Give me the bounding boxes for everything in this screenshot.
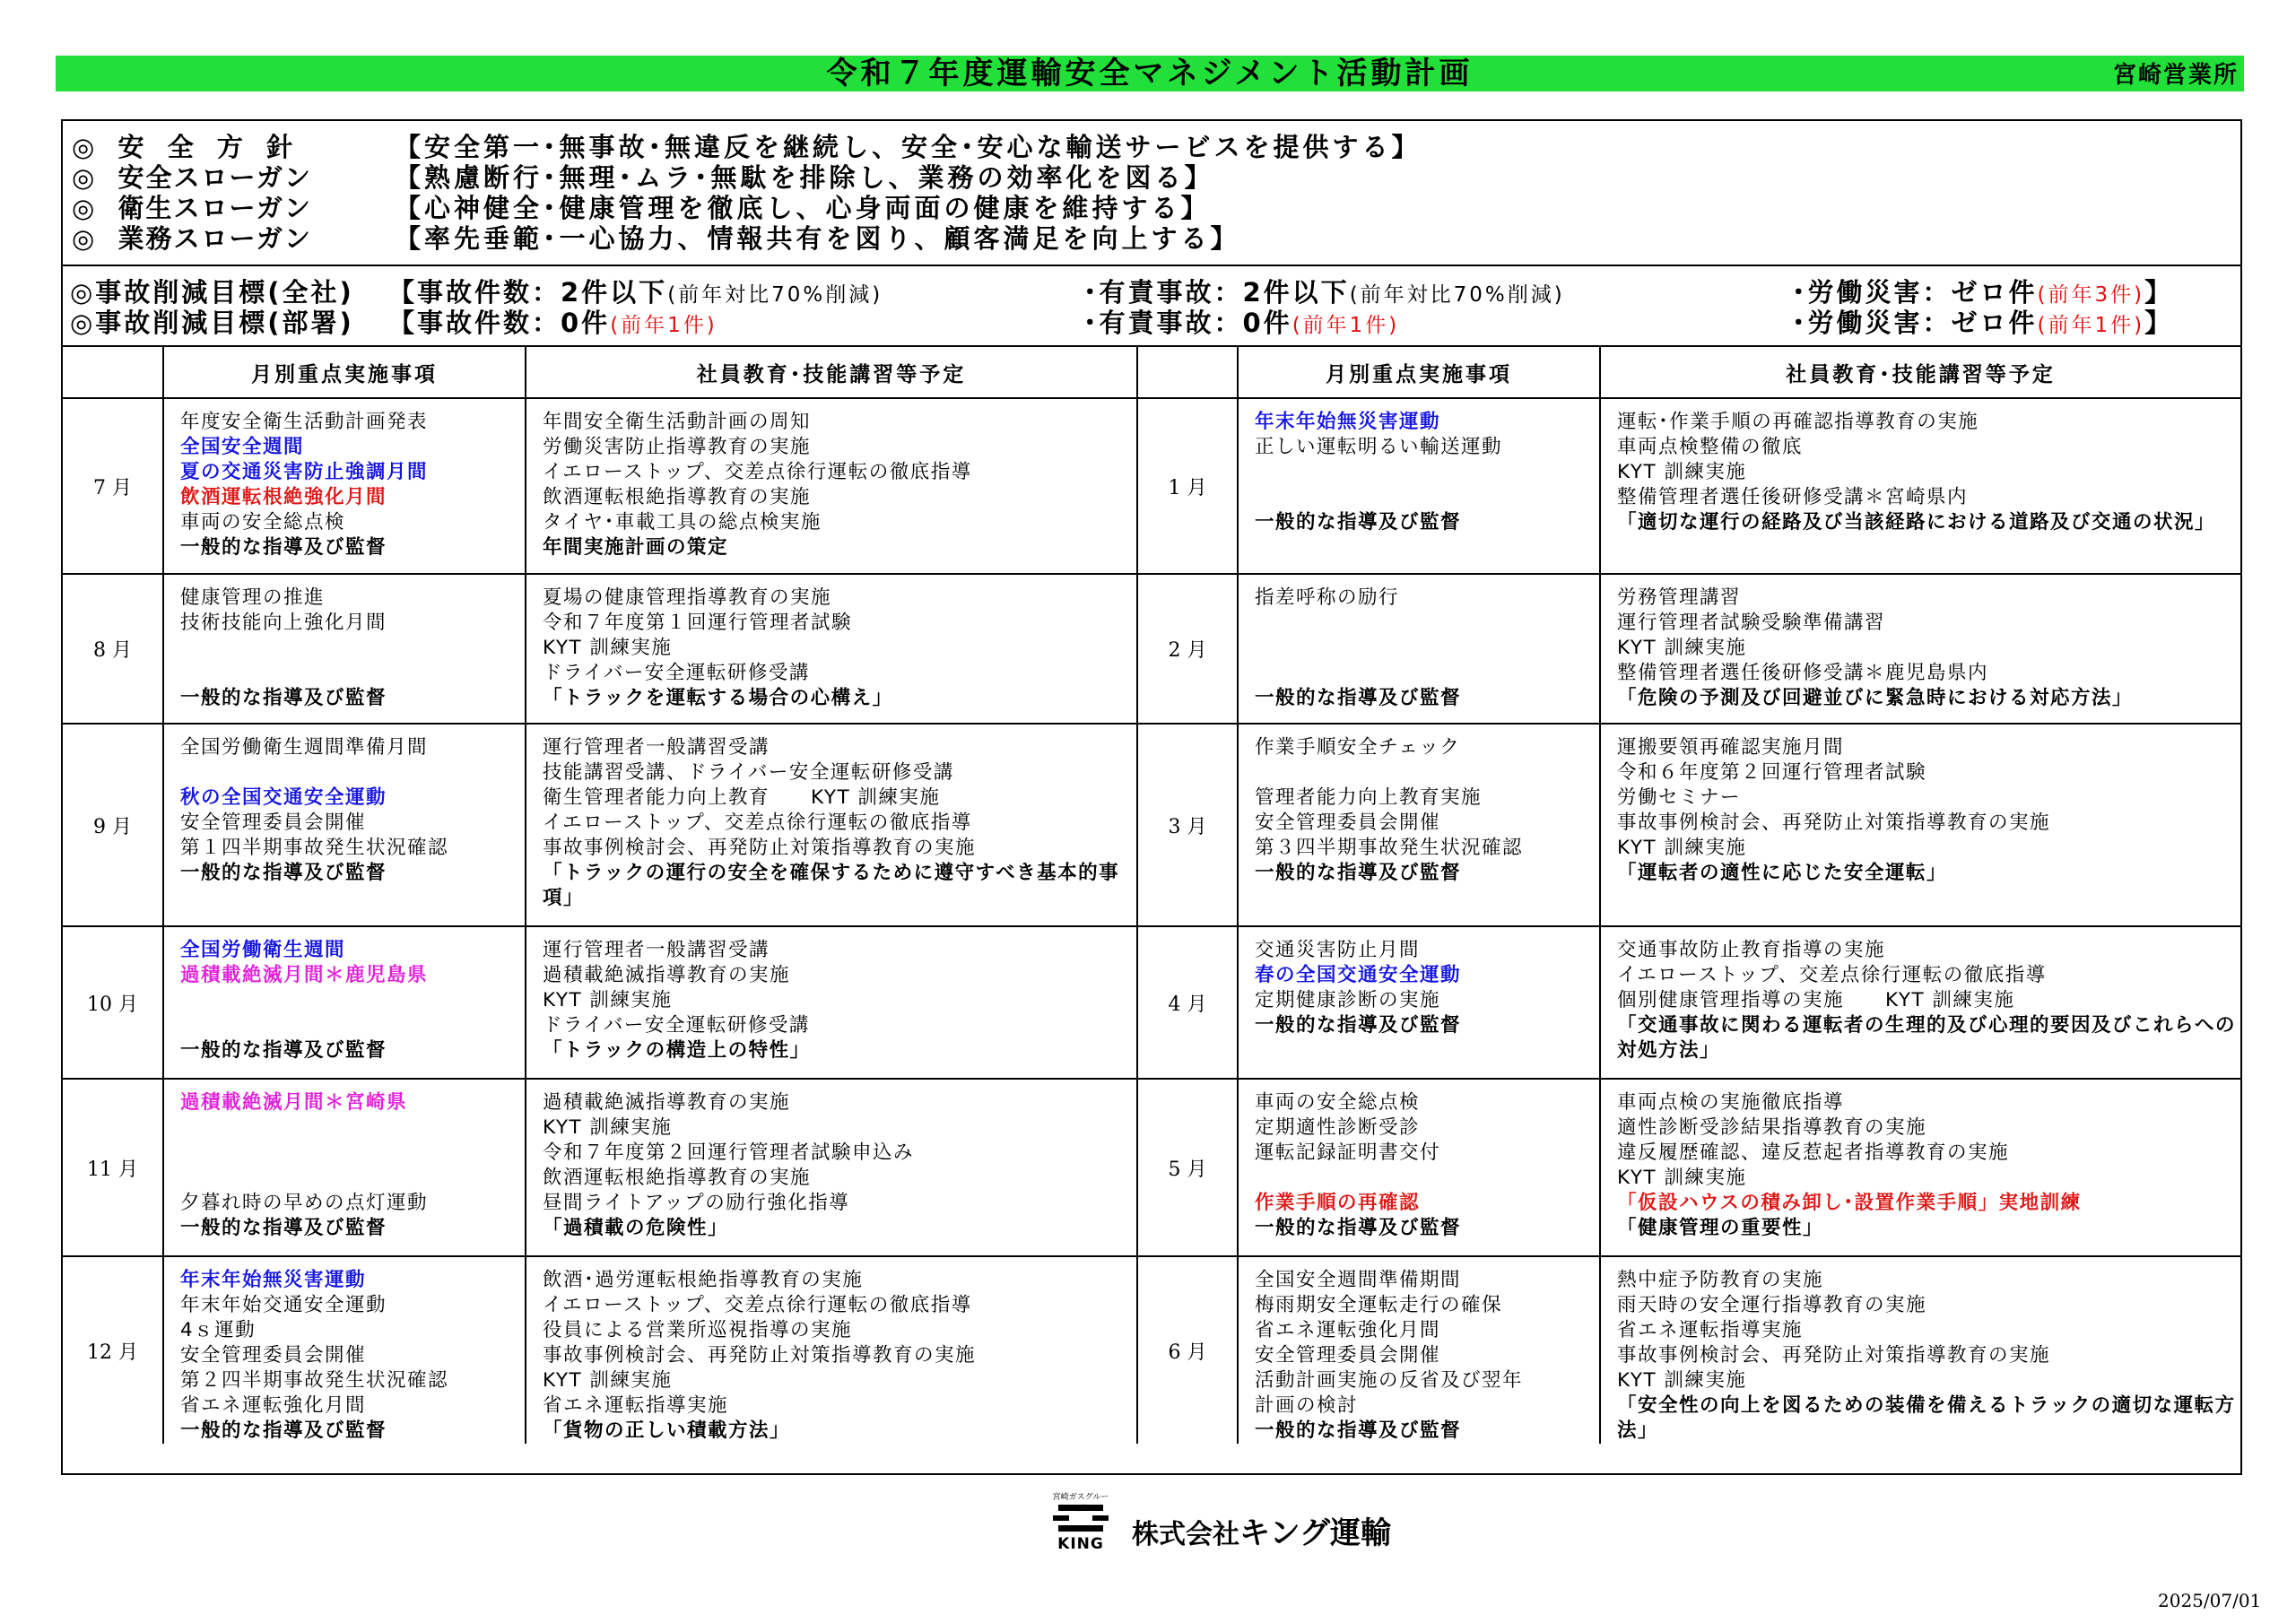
education-item: 「安全性の向上を図るための装備を備えるトラックの適切な運転方法」 — [1617, 1394, 2236, 1442]
education-item: 「健康管理の重要性」 — [1617, 1217, 1824, 1239]
focus-item: 車両の安全総点検 — [1255, 1091, 1421, 1114]
policy-row — [72, 162, 2240, 193]
table-row — [63, 398, 2240, 574]
focus-item: 梅雨期安全運転走行の確保 — [1255, 1294, 1503, 1316]
focus-item: 飲酒運転根絶強化月間 — [180, 486, 387, 508]
education-item: KYT 訓練実施 — [1617, 637, 1747, 659]
focus-item: 全国労働衛生週間準備月間 — [180, 736, 429, 759]
focus-item: 全国安全週間準備期間 — [1255, 1269, 1462, 1291]
policy-label: ◎ 業務スローガン — [72, 223, 312, 254]
education-cell — [526, 1256, 1137, 1444]
education-item: 適性診断受診結果指導教育の実施 — [1617, 1116, 1927, 1139]
focus-item: 管理者能力向上教育実施 — [1255, 786, 1483, 809]
focus-item: 過積載絶滅月間＊宮崎県 — [180, 1091, 408, 1114]
education-cell — [1600, 574, 2240, 724]
company-prefix: 株式会社 — [1132, 1519, 1239, 1550]
education-cell — [1600, 926, 2240, 1079]
focus-item: 正しい運転明るい輸送運動 — [1255, 436, 1503, 458]
header-focus-left: 月別重点実施事項 — [163, 347, 526, 398]
education-item: 労務管理講習 — [1617, 586, 1742, 609]
focus-item: 定期適性診断受診 — [1255, 1116, 1421, 1139]
education-item: 過積載絶滅指導教育の実施 — [543, 1091, 791, 1114]
education-item: KYT 訓練実施 — [1617, 837, 1747, 859]
education-item: KYT 訓練実施 — [543, 1116, 673, 1139]
education-item: 整備管理者選任後研修受講＊宮崎県内 — [1617, 486, 1969, 508]
education-cell — [526, 574, 1137, 724]
focus-cell — [163, 1256, 526, 1444]
goal-labor — [1792, 277, 2173, 310]
education-item: 省エネ運転指導実施 — [543, 1394, 729, 1417]
table-header-row — [63, 347, 2240, 398]
policy-text: 【安全第一･無事故･無違反を継続し、安全･安心な輸送サービスを提供する】 — [395, 132, 1422, 162]
education-item: イエローストップ、交差点徐行運転の徹底指導 — [543, 1294, 972, 1316]
table-row — [63, 724, 2240, 926]
focus-cell — [163, 1079, 526, 1256]
focus-item: 一般的な指導及び監督 — [1255, 862, 1462, 884]
focus-item: 作業手順安全チェック — [1255, 736, 1461, 759]
education-item: 事故事例検討会、再発防止対策指導教育の実施 — [543, 1344, 977, 1367]
policy-row — [72, 193, 2240, 223]
education-cell — [526, 926, 1137, 1079]
goal-labor-text: ･労働災害：ゼロ件 — [1792, 277, 2038, 308]
education-item: KYT 訓練実施 — [1617, 461, 1747, 483]
goal-labor-prev: (前年3件) — [2037, 283, 2145, 307]
focus-item — [1255, 636, 1596, 661]
focus-item — [180, 1166, 521, 1191]
month-cell: 10 月 — [63, 926, 163, 1079]
table-row — [63, 1079, 2240, 1256]
education-item: 年間安全衛生活動計画の周知 — [543, 411, 812, 433]
focus-item: 夕暮れ時の早めの点灯運動 — [180, 1192, 429, 1214]
education-cell — [526, 1079, 1137, 1256]
month-cell: 12 月 — [63, 1256, 163, 1444]
education-cell — [1600, 724, 2240, 926]
education-item: 技能講習受講、ドライバー安全運転研修受講 — [543, 761, 954, 784]
education-item: 個別健康管理指導の実施 KYT 訓練実施 — [1617, 989, 2015, 1011]
education-cell — [1600, 398, 2240, 574]
focus-item: 第２四半期事故発生状況確認 — [180, 1369, 449, 1392]
education-item: 衛生管理者能力向上教育 KYT 訓練実施 — [543, 786, 941, 809]
goal-labor-prev: (前年1件) — [2037, 314, 2145, 337]
education-item: 「交通事故に関わる運転者の生理的及び心理的要因及びこれらへの対処方法」 — [1617, 1014, 2237, 1062]
goal-row-company — [70, 277, 2240, 308]
month-cell: 7 月 — [63, 398, 163, 574]
policy-text: 【心神健全･健康管理を徹底し、心身両面の健康を維持する】 — [395, 193, 1211, 223]
policy-label: ◎ 安 全 方 針 — [72, 132, 295, 162]
focus-item: 安全管理委員会開催 — [180, 812, 367, 834]
header-edu-right: 社員教育･技能講習等予定 — [1600, 347, 2240, 398]
education-item: 年間実施計画の策定 — [543, 536, 729, 559]
education-item: 運行管理者一般講習受講 — [543, 736, 770, 759]
education-cell — [526, 724, 1137, 926]
education-item: KYT 訓練実施 — [1617, 1167, 1747, 1189]
focus-item: 技術技能向上強化月間 — [180, 612, 387, 634]
month-cell: 11 月 — [63, 1079, 163, 1256]
education-item: 令和７年度第２回運行管理者試験申込み — [543, 1141, 915, 1164]
education-item: 令和７年度第１回運行管理者試験 — [543, 612, 853, 634]
focus-cell — [163, 574, 526, 724]
education-item: 交通事故防止教育指導の実施 — [1617, 939, 1886, 961]
focus-item: 一般的な指導及び監督 — [180, 862, 387, 884]
education-item: 「仮設ハウスの積み卸し･設置作業手順」実地訓練 — [1617, 1192, 2082, 1214]
goal-liable-prev: (前年1件) — [1292, 314, 1400, 337]
education-item: 「トラックの運行の安全を確保するために遵守すべき基本的事項」 — [543, 862, 1120, 909]
month-cell: 1 月 — [1137, 398, 1238, 574]
focus-item: 年末年始無災害運動 — [180, 1269, 367, 1291]
table-row — [63, 1256, 2240, 1444]
goal-close: 】 — [2144, 277, 2174, 308]
education-item: 役員による営業所巡視指導の実施 — [543, 1319, 853, 1341]
focus-item: 一般的な指導及び監督 — [1255, 1217, 1462, 1239]
education-item: 労働セミナー — [1617, 786, 1742, 809]
education-item: 「過積載の危険性」 — [543, 1217, 729, 1239]
office-name: 宮崎営業所 — [2112, 62, 2239, 89]
goal-labor-text: ･労働災害：ゼロ件 — [1792, 308, 2038, 338]
issue-date: 2025/07/01 — [2158, 1590, 2262, 1611]
focus-item: 4ｓ運動 — [180, 1319, 257, 1341]
focus-item: 一般的な指導及び監督 — [180, 1217, 387, 1239]
goal-label: ◎事故削減目標(部署) — [70, 308, 354, 338]
goal-accidents — [388, 308, 718, 341]
focus-item: 一般的な指導及び監督 — [1255, 687, 1462, 709]
policy-text: 【熟慮断行･無理･ムラ･無駄を排除し、業務の効率化を図る】 — [395, 162, 1214, 193]
header-focus-right: 月別重点実施事項 — [1238, 347, 1600, 398]
policy-label: ◎ 衛生スローガン — [72, 193, 312, 223]
education-item: 「貨物の正しい積載方法」 — [543, 1419, 791, 1442]
logo-group-text: 宮崎ガスグループ — [1052, 1493, 1109, 1514]
education-item: 違反履歴確認、違反惹起者指導教育の実施 — [1617, 1141, 2010, 1164]
focus-item — [180, 661, 521, 686]
goal-accidents-text: 【事故件数：2件以下 — [388, 277, 668, 308]
policy-row — [72, 132, 2240, 162]
focus-item: 一般的な指導及び監督 — [180, 687, 387, 709]
goal-liable-text: ･有責事故：0件 — [1083, 308, 1292, 338]
goal-labor — [1792, 308, 2173, 341]
education-item: ドライバー安全運転研修受講 — [543, 1014, 810, 1037]
education-item: イエローストップ、交差点徐行運転の徹底指導 — [543, 812, 972, 834]
month-cell: 8 月 — [63, 574, 163, 724]
header-month-right — [1137, 347, 1238, 398]
education-item: イエローストップ、交差点徐行運転の徹底指導 — [543, 461, 972, 483]
company-main-name: キング運輸 — [1239, 1515, 1391, 1551]
education-item: 労働災害防止指導教育の実施 — [543, 436, 812, 458]
month-cell: 2 月 — [1137, 574, 1238, 724]
goal-liable-note: (前年対比70%削減) — [1349, 283, 1565, 307]
education-item: KYT 訓練実施 — [543, 637, 673, 659]
focus-cell — [1238, 926, 1600, 1079]
focus-item: 一般的な指導及び監督 — [180, 536, 387, 559]
month-cell: 4 月 — [1137, 926, 1238, 1079]
focus-item — [180, 1013, 521, 1038]
education-cell — [1600, 1079, 2240, 1256]
logo-mark-text: KING — [1057, 1535, 1104, 1553]
education-item: 「トラックを運転する場合の心構え」 — [543, 687, 893, 709]
title-bar — [56, 56, 2244, 91]
focus-item: 第３四半期事故発生状況確認 — [1255, 837, 1524, 859]
education-cell — [526, 398, 1137, 574]
focus-cell — [1238, 1079, 1600, 1256]
education-item: 省エネ運転指導実施 — [1617, 1319, 1804, 1341]
focus-item: 年末年始無災害運動 — [1255, 411, 1441, 433]
focus-item — [180, 760, 521, 785]
education-item: 車両点検整備の徹底 — [1617, 436, 1804, 458]
schedule-body — [63, 398, 2240, 1444]
education-cell — [1600, 1256, 2240, 1444]
goal-accidents-note: (前年対比70%削減) — [667, 283, 883, 307]
education-item: 車両点検の実施徹底指導 — [1617, 1091, 1845, 1114]
goal-accidents-prev: (前年1件) — [610, 314, 718, 337]
education-item: 運行管理者試験受験準備講習 — [1617, 612, 1886, 634]
education-item: 飲酒･過労運転根絶指導教育の実施 — [543, 1269, 864, 1291]
focus-cell — [1238, 1256, 1600, 1444]
focus-item: 全国安全週間 — [180, 436, 305, 458]
header-month-left — [63, 347, 163, 398]
focus-item: 健康管理の推進 — [180, 586, 326, 609]
focus-item — [1255, 1166, 1596, 1191]
month-cell: 9 月 — [63, 724, 163, 926]
education-item: 夏場の健康管理指導教育の実施 — [543, 586, 832, 609]
focus-item: 作業手順の再確認 — [1255, 1192, 1421, 1214]
focus-item: 指差呼称の励行 — [1255, 586, 1400, 609]
goal-liable — [1083, 308, 1399, 341]
focus-item: 秋の全国交通安全運動 — [180, 786, 387, 809]
focus-item: 安全管理委員会開催 — [180, 1344, 367, 1367]
education-item: 熱中症予防教育の実施 — [1617, 1269, 1824, 1291]
company-name — [1132, 1508, 1391, 1552]
education-item: 雨天時の安全運行指導教育の実施 — [1617, 1294, 1927, 1316]
goal-label: ◎事故削減目標(全社) — [70, 277, 354, 308]
month-cell: 3 月 — [1137, 724, 1238, 926]
focus-item: 運転記録証明書交付 — [1255, 1141, 1441, 1164]
focus-item: 活動計画実施の反省及び翌年 — [1255, 1369, 1524, 1392]
month-cell: 5 月 — [1137, 1079, 1238, 1256]
education-item: 令和６年度第２回運行管理者試験 — [1617, 761, 1927, 784]
company-logo — [1049, 1490, 1391, 1555]
focus-item — [1255, 611, 1596, 636]
header-edu-left: 社員教育･技能講習等予定 — [526, 347, 1137, 398]
focus-cell — [163, 926, 526, 1079]
focus-item — [1255, 661, 1596, 686]
education-item: 「トラックの構造上の特性」 — [543, 1039, 811, 1062]
focus-cell — [1238, 724, 1600, 926]
focus-item — [1255, 485, 1596, 510]
focus-item: 過積載絶滅月間＊鹿児島県 — [180, 964, 429, 986]
focus-item — [1255, 760, 1596, 785]
focus-cell — [1238, 574, 1600, 724]
focus-item: 交通災害防止月間 — [1255, 939, 1421, 961]
focus-item: 一般的な指導及び監督 — [1255, 1419, 1462, 1442]
focus-cell — [163, 398, 526, 574]
education-item: ドライバー安全運転研修受講 — [543, 662, 810, 684]
education-item: 事故事例検討会、再発防止対策指導教育の実施 — [1617, 812, 2051, 834]
focus-item: 年度安全衛生活動計画発表 — [180, 411, 429, 433]
education-item: 整備管理者選任後研修受講＊鹿児島県内 — [1617, 662, 1989, 684]
policy-row — [72, 223, 2240, 254]
goal-accidents — [388, 277, 883, 310]
education-item: 「適切な運行の経路及び当該経路における道路及び交通の状況」 — [1617, 511, 2216, 534]
focus-item — [1255, 460, 1596, 485]
focus-item — [180, 636, 521, 661]
education-item: 「運転者の適性に応じた安全運転」 — [1617, 862, 1948, 884]
goal-liable-text: ･有責事故：2件以下 — [1083, 277, 1350, 308]
focus-item: 安全管理委員会開催 — [1255, 1344, 1441, 1367]
table-row — [63, 574, 2240, 724]
education-item: 事故事例検討会、再発防止対策指導教育の実施 — [543, 837, 977, 859]
focus-item: 第１四半期事故発生状況確認 — [180, 837, 449, 859]
king-logo-mark — [1049, 1490, 1112, 1555]
plan-frame — [61, 119, 2242, 1475]
focus-item: 夏の交通災害防止強調月間 — [180, 461, 429, 483]
page-title: 令和７年度運輸安全マネジメント活動計画 — [826, 56, 1474, 91]
focus-item: 年末年始交通安全運動 — [180, 1294, 387, 1316]
focus-item: 計画の検討 — [1255, 1394, 1359, 1417]
focus-item: 定期健康診断の実施 — [1255, 989, 1441, 1011]
education-item: 運行管理者一般講習受講 — [543, 939, 770, 961]
table-row — [63, 926, 2240, 1079]
policy-text: 【率先垂範･一心協力、情報共有を図り、顧客満足を向上する】 — [395, 223, 1240, 254]
focus-item: 一般的な指導及び監督 — [1255, 1014, 1462, 1037]
education-item: タイヤ･車載工具の総点検実施 — [543, 511, 822, 534]
education-item: 事故事例検討会、再発防止対策指導教育の実施 — [1617, 1344, 2051, 1367]
focus-item — [180, 988, 521, 1013]
education-item: イエローストップ、交差点徐行運転の徹底指導 — [1617, 964, 2047, 986]
education-item: 運搬要領再確認実施月間 — [1617, 736, 1845, 759]
goal-accidents-text: 【事故件数：0件 — [388, 308, 611, 338]
education-item: 飲酒運転根絶指導教育の実施 — [543, 486, 812, 508]
focus-item: 一般的な指導及び監督 — [1255, 511, 1462, 534]
education-item: 昼間ライトアップの励行強化指導 — [543, 1192, 850, 1214]
focus-item: 春の全国交通安全運動 — [1255, 964, 1462, 986]
focus-cell — [1238, 398, 1600, 574]
education-item: KYT 訓練実施 — [543, 1369, 673, 1392]
policy-label: ◎ 安全スローガン — [72, 162, 312, 193]
policy-section — [63, 121, 2240, 266]
education-item: KYT 訓練実施 — [543, 989, 673, 1011]
focus-item — [180, 1141, 521, 1166]
focus-item: 全国労働衛生週間 — [180, 939, 346, 961]
education-item: 「危険の予測及び回避並びに緊急時における対応方法」 — [1617, 687, 2134, 709]
focus-item: 一般的な指導及び監督 — [180, 1039, 387, 1062]
focus-cell — [163, 724, 526, 926]
focus-item: 一般的な指導及び監督 — [180, 1419, 387, 1442]
focus-item: 安全管理委員会開催 — [1255, 812, 1441, 834]
education-item: 過積載絶滅指導教育の実施 — [543, 964, 791, 986]
goals-section — [63, 266, 2240, 347]
focus-item: 省エネ運転強化月間 — [180, 1394, 367, 1417]
goal-liable — [1083, 277, 1565, 310]
education-item: 運転･作業手順の再確認指導教育の実施 — [1617, 411, 1979, 433]
education-item: 飲酒運転根絶指導教育の実施 — [543, 1167, 812, 1189]
focus-item: 省エネ運転強化月間 — [1255, 1319, 1441, 1341]
education-item: KYT 訓練実施 — [1617, 1369, 1747, 1392]
focus-item: 車両の安全総点検 — [180, 511, 346, 534]
goal-row-dept — [70, 308, 2240, 338]
month-cell: 6 月 — [1137, 1256, 1238, 1444]
schedule-table — [63, 347, 2240, 1444]
focus-item — [180, 1115, 521, 1141]
goal-close: 】 — [2144, 308, 2174, 338]
